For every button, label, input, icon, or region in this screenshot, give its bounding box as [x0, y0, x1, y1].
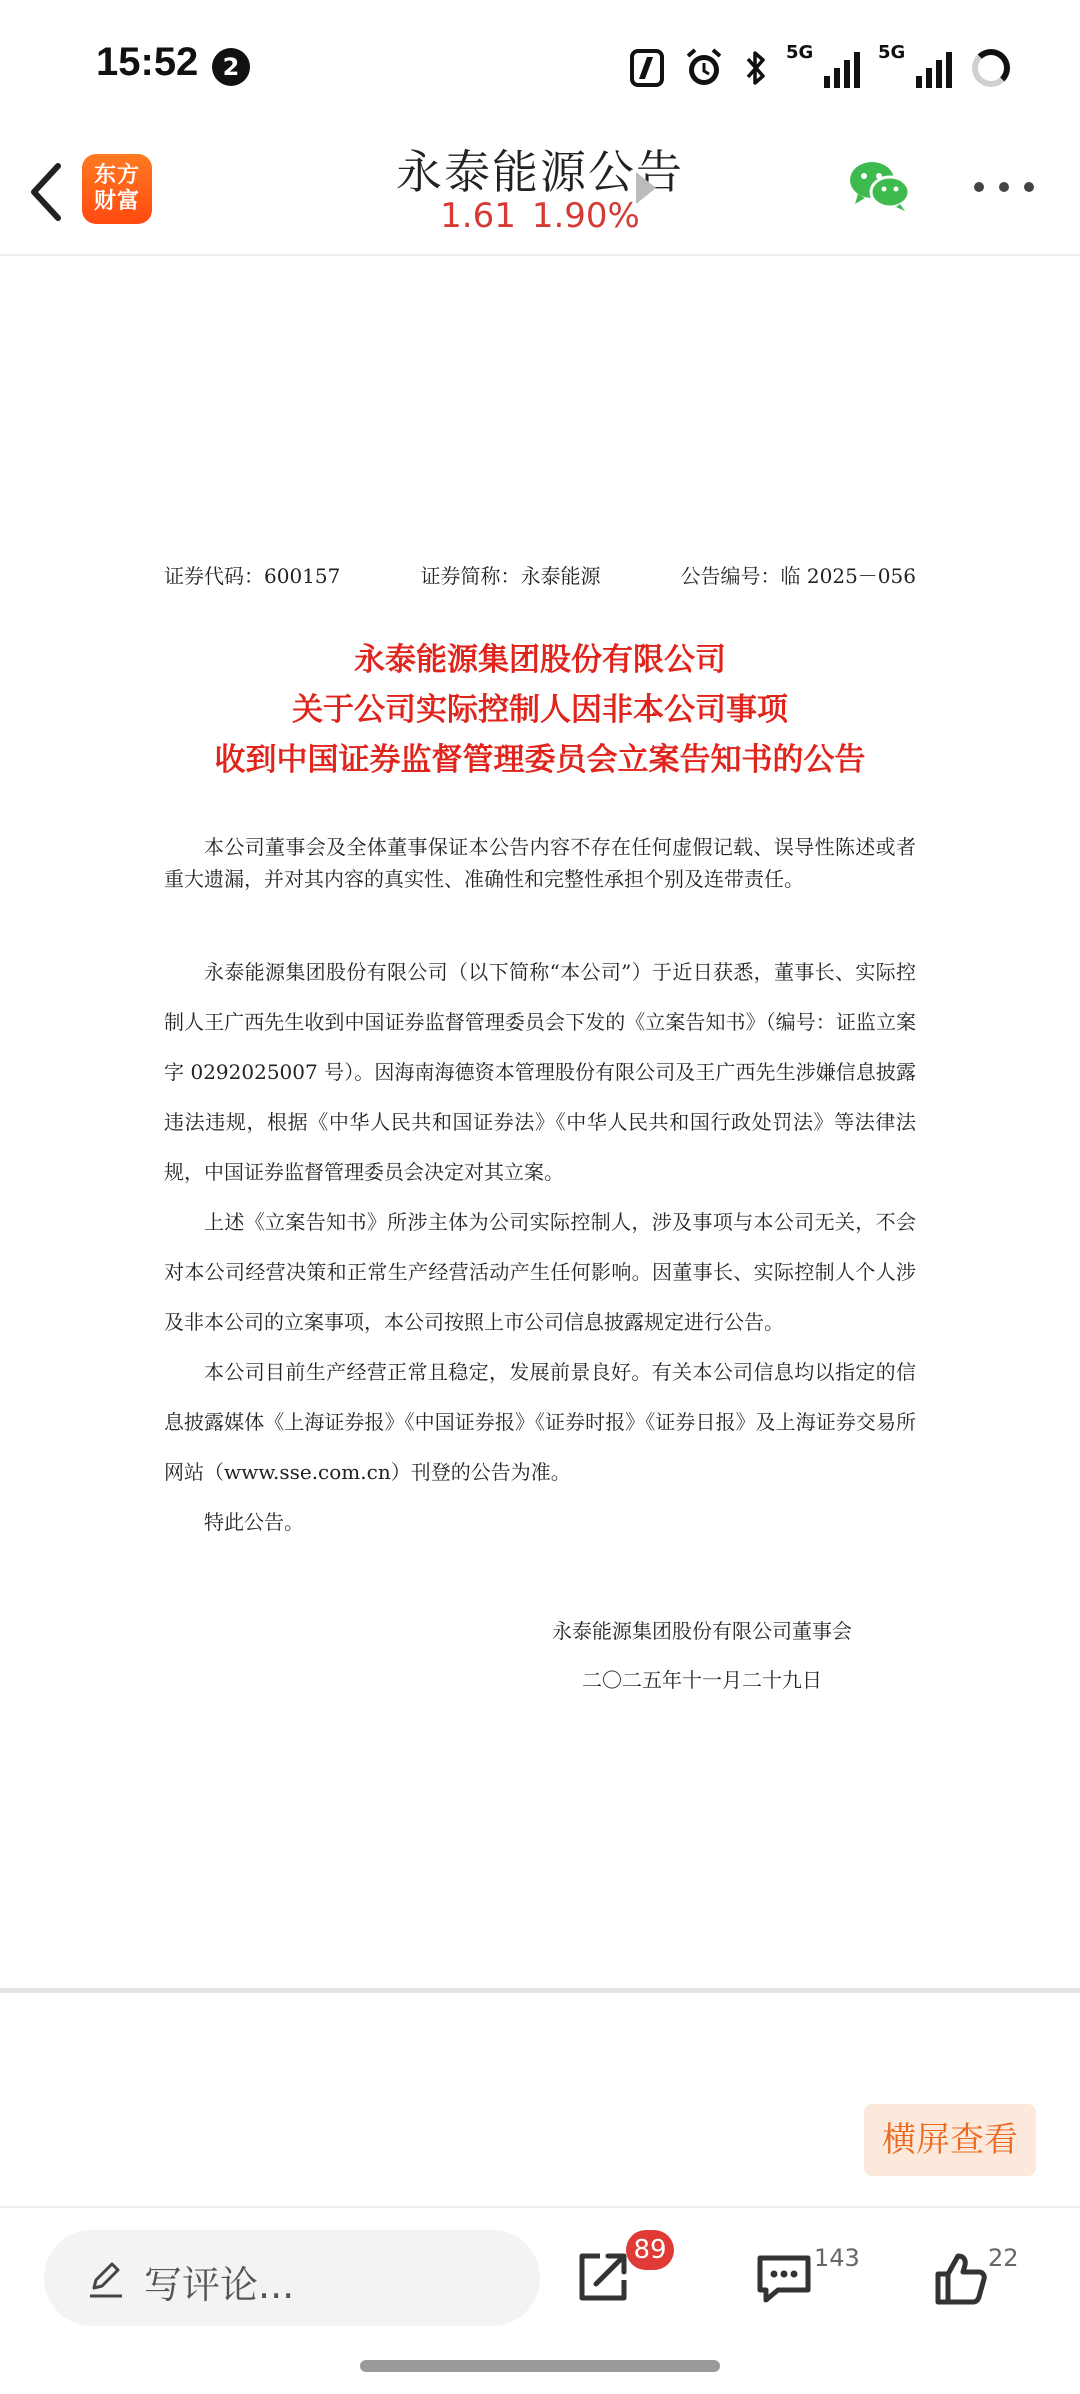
play-triangle-icon[interactable]	[636, 172, 656, 204]
paragraph-disclaimer: 本公司董事会及全体董事保证本公告内容不存在任何虚假记载、误导性陈述或者重大遗漏，并对其内容的真实性、准确性和完整性承担个别及连带责任。	[164, 835, 916, 891]
signal-5g-icon-1: 5G	[788, 48, 860, 88]
thumbs-up-icon	[930, 2246, 994, 2310]
alarm-icon	[684, 46, 724, 90]
pencil-icon	[84, 2256, 128, 2300]
status-icons	[630, 44, 1010, 92]
landscape-view-button[interactable]: 横屏查看	[864, 2104, 1036, 2176]
document-date: 二〇二五年十一月二十九日	[582, 1668, 822, 1692]
share-icon	[570, 2246, 634, 2310]
page-title: 永泰能源公告	[396, 145, 684, 199]
security-code: 证券代码：600157	[164, 564, 341, 588]
security-abbr: 证券简称：永泰能源	[420, 564, 601, 588]
comments-count: 143	[814, 2244, 860, 2272]
bluetooth-icon	[744, 46, 768, 90]
likes-count: 22	[988, 2244, 1019, 2272]
comment-bubble-icon	[752, 2246, 816, 2310]
stock-quote[interactable]	[0, 196, 1080, 236]
more-options-icon[interactable]	[974, 182, 1034, 198]
announcement-document	[164, 560, 916, 1693]
content-divider	[0, 1988, 1080, 1993]
signal-5g-icon-2: 5G	[880, 48, 952, 88]
announcement-number: 公告编号：临 2025－056	[680, 564, 916, 588]
battery-ring-icon	[972, 46, 1010, 90]
app-header	[0, 130, 1080, 256]
comment-placeholder: 写评论...	[144, 2263, 295, 2307]
status-bar	[0, 0, 1080, 130]
paragraph-body-1: 永泰能源集团股份有限公司（以下简称“本公司”）于近日获悉，董事长、实际控制人王广西先生收到中国证券监督管理委员会下发的《立案告知书》（编号：证监立案字 0292025007 号）。因海南海德资本管理股份有限公司及王广西先生涉嫌信息披露违法违规，根据《中华人民共和国证券法》《中华人民共和国行政处罚法》等法律法规，中国证券监督管理委员会决定对其立案。	[164, 960, 916, 1184]
paragraph-body-2: 上述《立案告知书》所涉主体为公司实际控制人，涉及事项与本公司无关，不会对本公司经营决策和正常生产经营活动产生任何影响。因董事长、实际控制人个人涉及非本公司的立案事项，本公司按照上市公司信息披露规定进行公告。	[164, 1210, 916, 1334]
nfc-icon	[630, 46, 664, 90]
paragraph-closing: 特此公告。	[204, 1510, 304, 1534]
wechat-share-icon[interactable]	[848, 158, 912, 214]
stock-price: 1.61	[440, 196, 516, 236]
home-indicator[interactable]	[360, 2360, 720, 2372]
stock-change: 1.90%	[531, 196, 640, 236]
signature: 永泰能源集团股份有限公司董事会	[552, 1619, 852, 1643]
document-meta	[164, 560, 916, 589]
comment-input[interactable]	[44, 2230, 540, 2326]
notification-count-badge: 2	[212, 48, 250, 86]
paragraph-body-3: 本公司目前生产经营正常且稳定，发展前景良好。有关本公司信息均以指定的信息披露媒体《上海证券报》《中国证券报》《证券时报》《证券日报》及上海证券交易所网站（www.sse.com.cn）刊登的公告为准。	[164, 1360, 916, 1484]
share-button[interactable]	[570, 2246, 634, 2310]
share-count-badge: 89	[626, 2230, 674, 2270]
document-title: 永泰能源集团股份有限公司 关于公司实际控制人因非本公司事项 收到中国证券监督管理委员会立案告知书的公告	[214, 642, 866, 778]
comments-button[interactable]	[752, 2246, 816, 2310]
eastmoney-logo[interactable]: 东方 财富	[82, 154, 152, 224]
status-time: 15:52	[96, 40, 199, 84]
like-button[interactable]	[930, 2246, 994, 2310]
